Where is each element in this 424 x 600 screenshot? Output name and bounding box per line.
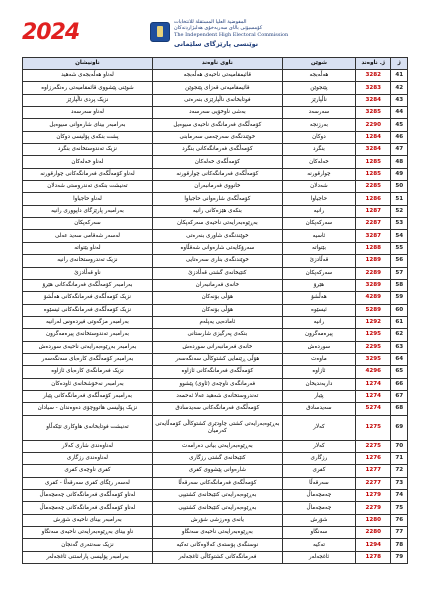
cell-index: 79 [391,551,408,563]
cell-center-number: 2285 [356,181,391,193]
cell-address: لەناو بێتواتە [23,242,153,254]
cell-center-name: کۆمەڵگەی شارەوانی حاجیاوا [152,193,282,205]
cell-address: لەناو کۆمەڵگەی فەرمانگەکانی چەمچەماڵ [23,502,153,514]
table-row [23,131,408,143]
cell-center-name: کۆمەڵگەی فەرمانگەکانی ئازاوە [152,366,282,378]
cell-location: قەڵادزێ [282,255,355,267]
cell-center-number: 4289 [356,292,391,304]
cell-center-name: کۆمەڵگەی فەرمانگەی ناحیەی سیوەیل [152,119,282,131]
commission-name-kurdish: كۆمسیۆنی باڵای سەربەخۆی هەڵبژاردنەکان [174,25,263,32]
cell-index: 51 [391,193,408,205]
cell-center-name: بنکەی پەرگیزی شارستانی [152,329,282,341]
cell-address: بەرامبەر نەخۆشخانەی ئاودەکان [23,378,153,390]
cell-center-number: 1289 [356,255,391,267]
cell-location: هەڵشۆ [282,292,355,304]
cell-address: نزیک کۆمەڵگەی فەرمانگەکانی هەڵشۆ [23,292,153,304]
table-row [23,304,408,316]
cell-index: 57 [391,267,408,279]
cell-center-number: 3283 [356,82,391,94]
cell-location: خەلەکان [282,156,355,168]
cell-location: هەڵەبجە [282,70,355,82]
cell-center-name: فەرمانگەکانی کشتوکاڵی ئاغجەلەر [152,551,282,563]
column-header-center-name: ناوی ناوەند [152,58,282,70]
cell-center-number: 1295 [356,329,391,341]
cell-location: چەمچەماڵ [282,502,355,514]
cell-location: ماوەت [282,353,355,365]
cell-center-name: شارەوانی پێشووی کفری [152,465,282,477]
cell-center-name: فوتابخانەی ناڵپارێزی بنەرەتی [152,94,282,106]
table-row [23,255,408,267]
cell-location: دوکان [282,131,355,143]
cell-address: شوێنی پێشووی قائمقامیەتی رەنگەرزاوە [23,82,153,94]
cell-center-number: 1292 [356,316,391,328]
cell-center-number: 2275 [356,440,391,452]
cell-location: چەمچەماڵ [282,490,355,502]
cell-location: کەلار [282,415,355,440]
table-row [23,168,408,180]
cell-location: بێتواتە [282,242,355,254]
table-row [23,452,408,464]
table-row [23,218,408,230]
cell-location: ئیسێوە [282,304,355,316]
table-row [23,440,408,452]
cell-index: 56 [391,255,408,267]
cell-center-number: 1284 [356,131,391,143]
cell-address: لەناوەندی شاری کەلار [23,440,153,452]
cell-center-name: بەڕێوەبەرایەتی ناحیەی سەرکەپکان [152,218,282,230]
cell-center-number: 3289 [356,279,391,291]
cell-center-number: 1276 [356,452,391,464]
cell-address: لەناو خەلەکان [23,156,153,168]
cell-center-name: تەندروستخانەی شەهید عەلا ئەحمەد [152,390,282,402]
cell-address: بەرامبەر مزگەوتی فیردەوس لەرانیە [23,316,153,328]
cell-index: 47 [391,144,408,156]
cell-center-name: فەرمانگەی ناوچەی (ئاوی) پێشوو [152,378,282,390]
table-row [23,378,408,390]
cell-center-number: 2280 [356,527,391,539]
cell-index: 48 [391,156,408,168]
commission-name-arabic: المفوضية العليا المستقلة للانتخابات [174,19,247,25]
cell-center-number: 4296 [356,366,391,378]
cell-center-name: کتێبخانەی گشتی رزگاری [152,452,282,464]
cell-index: 77 [391,527,408,539]
cell-location: شۆرش [282,514,355,526]
table-row [23,341,408,353]
cell-center-name: بەڕێوەبەرایەتی بیانی دەرامەت [152,440,282,452]
cell-address: سەرکەپکان [23,218,153,230]
cell-location: کەلار [282,440,355,452]
cell-location: رانیە [282,205,355,217]
cell-location: پیرەمەگرون [282,329,355,341]
cell-location: پێنجوێن [282,82,355,94]
commission-name [174,19,314,38]
cell-center-name: قائیمقامیەتی قەزای پێنجوێن [152,82,282,94]
cell-center-name: کتێبخانەی گشتی قەڵادزێ [152,267,282,279]
cell-index: 64 [391,353,408,365]
cell-center-number: 3295 [356,353,391,365]
cell-index: 52 [391,205,408,217]
column-header-index: ژ [391,58,408,70]
table-row [23,465,408,477]
cell-address: تەنیشت فوتابخانەی هاوکاری تێکەڵاو [23,415,153,440]
cell-address: نزیک فەرمانگەی کارەبای ئازاوە [23,366,153,378]
cell-location: هێرۆ [282,279,355,291]
cell-center-name: یانەی وەرزشی شۆرش [152,514,282,526]
cell-center-number: 2295 [356,341,391,353]
table-row [23,156,408,168]
cell-center-number: 1285 [356,156,391,168]
table-row [23,242,408,254]
cell-address: کفری ناوچەی کفری [23,465,153,477]
cell-address: لەناوەندی رزگاری [23,452,153,464]
cell-address: ناو قەڵادزێ [23,267,153,279]
cell-index: 75 [391,502,408,514]
commission-emblem-icon [150,22,170,42]
cell-index: 78 [391,539,408,551]
cell-index: 61 [391,316,408,328]
cell-center-number: 1274 [356,378,391,390]
cell-center-number: 2290 [356,119,391,131]
cell-center-name: کۆمەڵگەی فەرمانگەکانی سەرقەڵا [152,477,282,489]
cell-center-number: 2289 [356,267,391,279]
table-row [23,502,408,514]
cell-index: 63 [391,341,408,353]
cell-center-number: 3282 [356,70,391,82]
cell-address: بەرامبەر بینای شارەوانی سیوەیل [23,119,153,131]
cell-location: سوردەش [282,341,355,353]
cell-location: ئازاوە [282,366,355,378]
table-row [23,415,408,440]
table-row [23,107,408,119]
table-header-row [23,58,408,70]
cell-center-name: بەڕێوەبەرایەتی کشتی چاودێری کشتوکاڵی کۆمەڵایەتی کەرمیان [152,415,282,440]
polling-centers-table [22,57,408,564]
cell-location: پێبار [282,390,355,402]
cell-index: 50 [391,181,408,193]
column-header-address: ناونیشان [23,58,153,70]
table-row [23,403,408,415]
cell-address: نزیک تەندروستخانەی رانیە [23,255,153,267]
cell-index: 72 [391,465,408,477]
cell-center-name: خوێندنگەی بناری سەرەتایی [152,255,282,267]
cell-center-name: بەڕێوەبەرایەتی ناحیەی سەنگاو [152,527,282,539]
cell-location: رزگاری [282,452,355,464]
cell-center-name: بەڕێوەبەرایەتی کتێبخانەی کشتیپی [152,502,282,514]
cell-location: سەرکەپکان [282,267,355,279]
cell-center-name: کۆمەڵگەی فەرمانگەکانی بنگرد [152,144,282,156]
cell-address: نزیک تەندوستخانەی بنگرد [23,144,153,156]
cell-location: سەنگاو [282,527,355,539]
table-row [23,316,408,328]
cell-center-name: خانەی فەرمانبەرانی سوردەش [152,341,282,353]
cell-center-number: 1278 [356,551,391,563]
election-year-logo: 2024 [22,20,80,45]
cell-center-name: خانووی فەرمانبەران [152,181,282,193]
cell-center-number: 1280 [356,514,391,526]
cell-center-number: 1294 [356,539,391,551]
cell-address: نزیک سەنتەری گەنجان [23,539,153,551]
cell-center-number: 1287 [356,205,391,217]
cell-location: تەکیە [282,539,355,551]
cell-center-name: بەشی ناوخۆیی سەرسەد [152,107,282,119]
cell-address: لەناو حاجیاوا [23,193,153,205]
cell-location: چوارقورنە [282,168,355,180]
cell-index: 43 [391,94,408,106]
table-row [23,514,408,526]
cell-center-name: کۆمەڵگەی خەلەکان [152,156,282,168]
table-row [23,366,408,378]
cell-center-number: 5289 [356,304,391,316]
cell-address: لەسەر رێگای کفری سەرقەڵا - کفری [23,477,153,489]
cell-center-name: نوسنگەی پۆستەی کەلاوەکانی تەکیە [152,539,282,551]
cell-location: سەیدسادق [282,403,355,415]
table-row [23,70,408,82]
cell-index: 65 [391,366,408,378]
cell-index: 62 [391,329,408,341]
cell-address: ناو بینای بەڕێوەبەرایەتی ناحیەی سەنگاو [23,527,153,539]
page-header [0,0,424,56]
cell-index: 69 [391,415,408,440]
table-row [23,390,408,402]
table-row [23,94,408,106]
cell-index: 59 [391,292,408,304]
cell-index: 58 [391,279,408,291]
table-row [23,490,408,502]
cell-center-number: 1279 [356,490,391,502]
cell-index: 55 [391,242,408,254]
cell-address: بەرامبەر بینای ناحیەی شۆرش [23,514,153,526]
page-title: نوێنسی پارێزگای سلێمانی [174,40,259,48]
column-header-center-number: ژ. ناوەند [356,58,391,70]
cell-address: نزیک کۆمەڵگەی فەرمانگەکانی ئیسێوە [23,304,153,316]
table-row [23,279,408,291]
cell-center-name: کۆمەڵگەی فەرمانگەکانی چوارقورنە [152,168,282,180]
cell-index: 71 [391,452,408,464]
commission-name-english: The Independent High Electoral Commission [174,31,289,38]
cell-center-number: 1275 [356,415,391,440]
cell-center-number: 1274 [356,390,391,402]
cell-index: 46 [391,131,408,143]
cell-center-name: هۆڵی بۆنەکان [152,304,282,316]
cell-location: ئاسیە [282,230,355,242]
cell-center-number: 2287 [356,218,391,230]
cell-center-number: 3284 [356,94,391,106]
cell-center-name: بنکەی هێزەکانی رانیە [152,205,282,217]
table-row [23,527,408,539]
table-row [23,205,408,217]
cell-location: کفری [282,465,355,477]
table-body [23,70,408,564]
cell-index: 67 [391,390,408,402]
cell-center-number: 1277 [356,465,391,477]
cell-address: بەرامبەر بەڕێوەبەرایەتی ناحیەی سوردەش [23,341,153,353]
cell-center-number: 1286 [356,193,391,205]
cell-center-name: ئامادەیی یەپلەم [152,316,282,328]
cell-address: لەناو هەڵەبجەی شەهید [23,70,153,82]
cell-address: بەرامبەر کۆمەڵگەی فەرمانگەکانی پێبار [23,390,153,402]
cell-index: 41 [391,70,408,82]
cell-index: 45 [391,119,408,131]
cell-center-name: خانەی فەرمانبەران [152,279,282,291]
table-row [23,193,408,205]
cell-center-name: قائیمقامیەتی ناحیەی هەڵەبجە [152,70,282,82]
cell-index: 60 [391,304,408,316]
cell-index: 76 [391,514,408,526]
table-row [23,353,408,365]
cell-center-number: 3287 [356,230,391,242]
cell-address: لەناو کۆمەڵگەی فەرمانگەکانی چەمچەماڵ [23,490,153,502]
cell-location: حاجیاوا [282,193,355,205]
cell-address: لەناو کۆمەڵگەی فەرمانگەکانی چوارقورنە [23,168,153,180]
cell-location: بنگرد [282,144,355,156]
cell-center-name: خوێندنگەی سەرچەمی سەرمابنی [152,131,282,143]
table-row [23,119,408,131]
cell-address: بەرامبەر پۆلیسی پاراستنی ئاغجەلەر [23,551,153,563]
table-row [23,82,408,94]
cell-location: داربەندیخان [282,378,355,390]
cell-center-number: 5274 [356,403,391,415]
cell-location: سەرکەپکان [282,218,355,230]
cell-index: 54 [391,230,408,242]
cell-location: سەرقەڵا [282,477,355,489]
cell-location: رانیە [282,316,355,328]
cell-index: 68 [391,403,408,415]
cell-center-number: 2277 [356,477,391,489]
table-row [23,292,408,304]
cell-index: 66 [391,378,408,390]
cell-address: نزیک پردی ناڵپارێز [23,94,153,106]
cell-center-number: 2279 [356,502,391,514]
table-row [23,329,408,341]
cell-location: سەرسەد [282,107,355,119]
cell-index: 42 [391,82,408,94]
cell-center-number: 1285 [356,168,391,180]
cell-address: تەنیشت بنکەی تەندروستی شەدلان [23,181,153,193]
cell-location: شەدلان [282,181,355,193]
cell-center-name: هۆڵی ڕێنمایی کشتوکاڵی سەنگەسەر [152,353,282,365]
table-row [23,267,408,279]
cell-center-number: 1288 [356,242,391,254]
cell-index: 73 [391,477,408,489]
cell-center-name: سەرۆکایەتی شارەوانی شەقڵاوە [152,242,282,254]
column-header-location: شوێن [282,58,355,70]
cell-index: 53 [391,218,408,230]
cell-index: 49 [391,168,408,180]
cell-address: بەرامبەر کۆمەڵگەی فەرمانگەکانی هێرۆ [23,279,153,291]
cell-center-number: 3285 [356,107,391,119]
table-row [23,144,408,156]
cell-center-number: 3284 [356,144,391,156]
cell-index: 44 [391,107,408,119]
table-row [23,181,408,193]
cell-center-name: خوێندنگەی شاوری بنەرەتی [152,230,282,242]
cell-index: 74 [391,490,408,502]
table-row [23,230,408,242]
table-row [23,551,408,563]
cell-address: بەرامبەر تەندوستخانەی پیرەمەگرون [23,329,153,341]
cell-address: بەرامبەر پارێزگای داپووری رانیە [23,205,153,217]
cell-address: پشت بنکەی پۆلیسی دوکان [23,131,153,143]
cell-location: ئاغجەلەر [282,551,355,563]
cell-address: لەسەر شەقامی سەید عەلی [23,230,153,242]
cell-location: بەرزنجە [282,119,355,131]
cell-address: لەناو سەرسەد [23,107,153,119]
cell-address: بەرامبەر کۆمەڵگەی کارەبای سەنگەسەر [23,353,153,365]
cell-index: 70 [391,440,408,452]
table-row [23,477,408,489]
cell-location: ناڵپارێز [282,94,355,106]
cell-center-name: کۆمەڵگەی فەرمانگەکانی سەیدسادق [152,403,282,415]
cell-center-name: هۆڵی بۆنەکان [152,292,282,304]
cell-center-name: بەڕێوەبەرایەتی کتێبخانەی کشتیپی [152,490,282,502]
table-row [23,539,408,551]
cell-address: نزیک پۆلیسی هاتووچۆی دەوەندان - سیادان [23,403,153,415]
